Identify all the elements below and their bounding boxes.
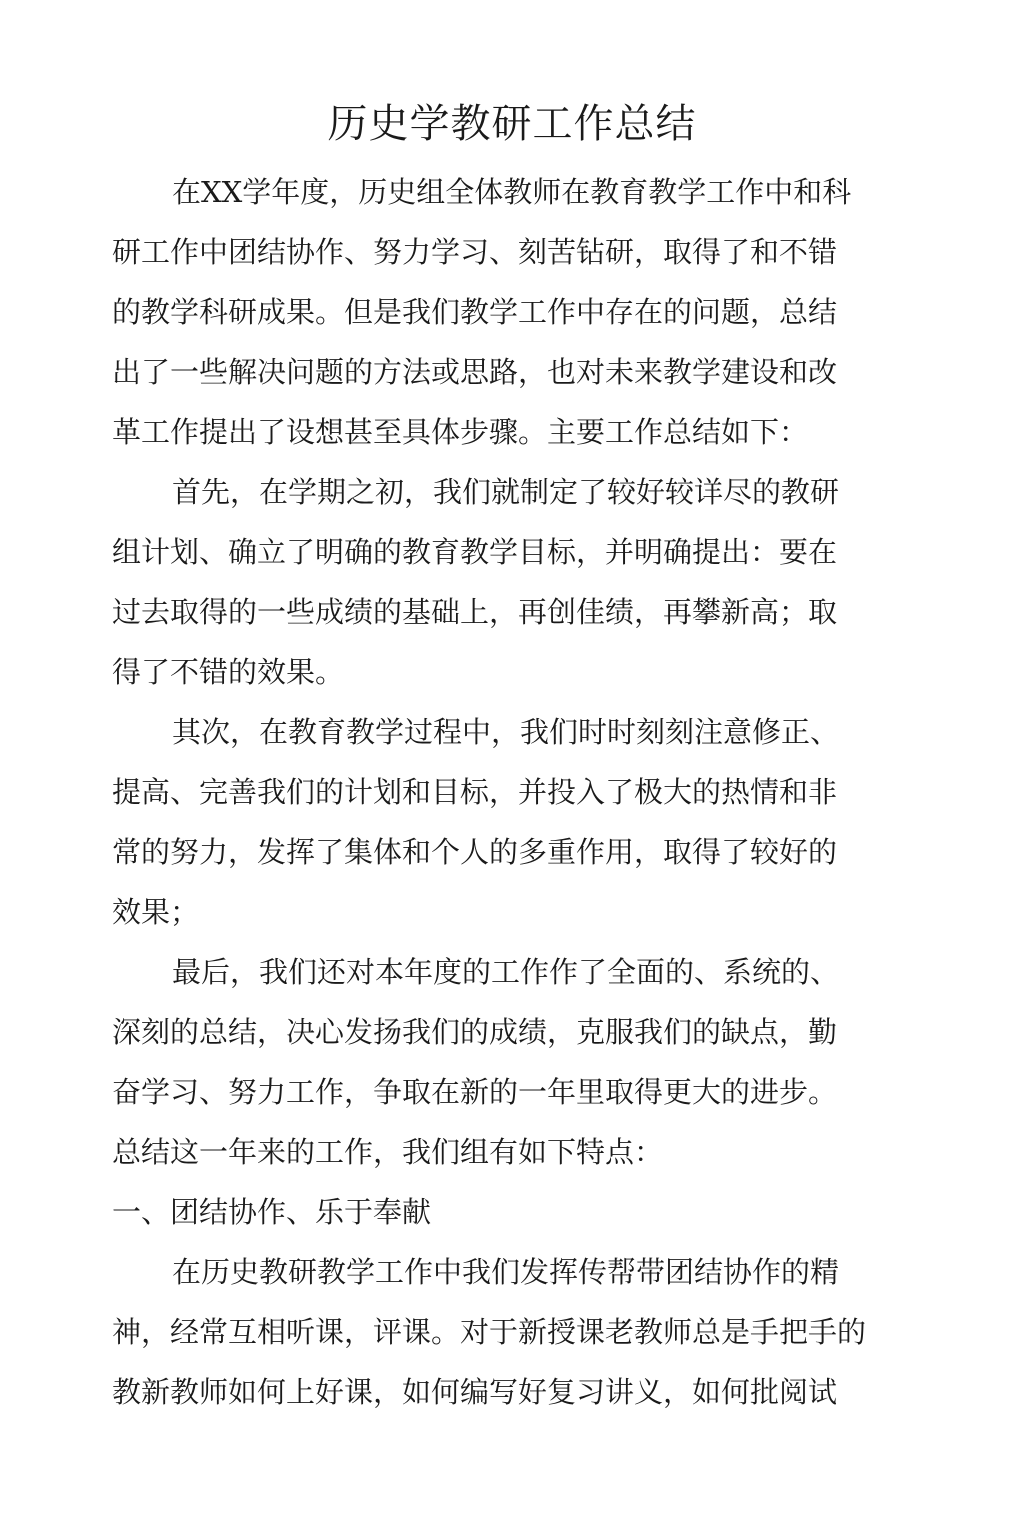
paragraph-4-line-4: 总结这一年来的工作，我们组有如下特点： [112,1135,664,1169]
paragraph-4-line-2: 深刻的总结，决心发扬我们的成绩，克服我们的缺点，勤 [112,1015,838,1049]
paragraph-3-line-1: 其次，在教育教学过程中，我们时时刻刻注意修正、 [172,715,840,749]
paragraph-2-line-3: 过去取得的一些成绩的基础上，再创佳绩，再攀新高；取 [112,595,838,629]
paragraph-2-line-1: 首先，在学期之初，我们就制定了较好较详尽的教研 [172,475,840,509]
paragraph-3-line-2: 提高、完善我们的计划和目标，并投入了极大的热情和非 [112,775,838,809]
section-heading-1: 一、团结协作、乐于奉献 [112,1195,432,1229]
paragraph-3-line-4: 效果； [112,895,200,929]
paragraph-4-line-1: 最后，我们还对本年度的工作作了全面的、系统的、 [172,955,840,989]
paragraph-5-line-1: 在历史教研教学工作中我们发挥传帮带团结协作的精 [172,1255,840,1289]
paragraph-5-line-3: 教新教师如何上好课，如何编写好复习讲义，如何批阅试 [112,1375,838,1409]
paragraph-1-line-1: 在XX学年度，历史组全体教师在教育教学工作中和科 [172,175,852,209]
paragraph-1-line-5: 革工作提出了设想甚至具体步骤。主要工作总结如下： [112,415,809,449]
paragraph-4-line-3: 奋学习、努力工作，争取在新的一年里取得更大的进步。 [112,1075,838,1109]
paragraph-1-line-3: 的教学科研成果。但是我们教学工作中存在的问题，总结 [112,295,838,329]
paragraph-1-line-2: 研工作中团结协作、努力学习、刻苦钻研，取得了和不错 [112,235,838,269]
paragraph-1-line-4: 出了一些解决问题的方法或思路，也对未来教学建设和改 [112,355,838,389]
paragraph-5-line-2: 神，经常互相听课，评课。对于新授课老教师总是手把手的 [112,1315,867,1349]
paragraph-2-line-2: 组计划、确立了明确的教育教学目标，并明确提出：要在 [112,535,838,569]
document-title: 历史学教研工作总结 [327,101,697,147]
paragraph-2-line-4: 得了不错的效果。 [112,655,345,689]
paragraph-3-line-3: 常的努力，发挥了集体和个人的多重作用，取得了较好的 [112,835,838,869]
